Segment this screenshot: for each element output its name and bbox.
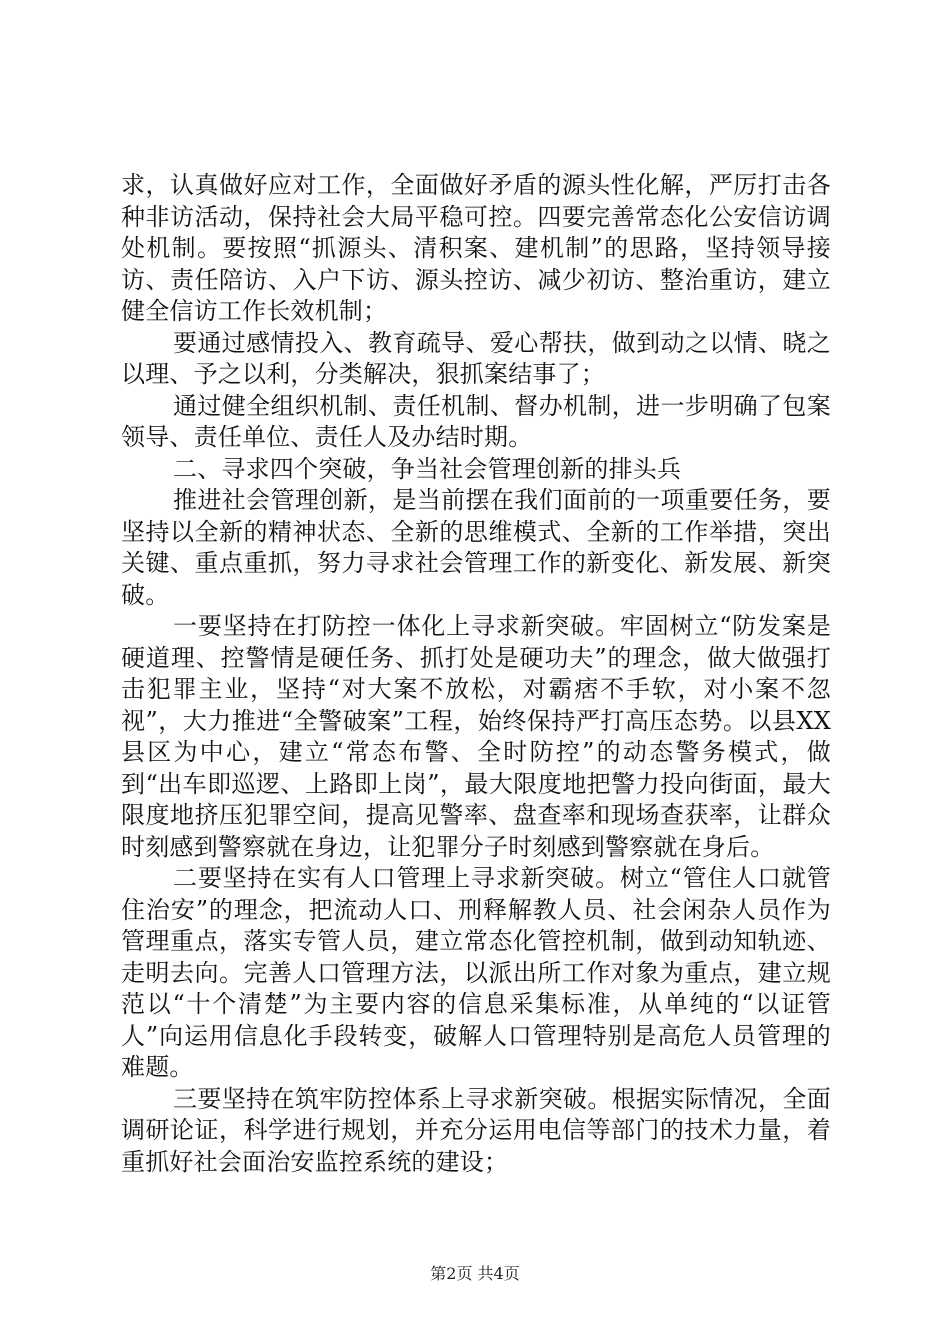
paragraph-6: 一要坚持在打防控一体化上寻求新突破。牢固树立“防发案是硬道理、控警情是硬任务、抓打处是硬功夫”的理念，做大做强打击犯罪主业，坚持“对大案不放松，对霸痞不手软，对小案不忽视”，大力推进“全警破案”工程，始终保持严打高压态势。以县XX县区为中心，建立“常态布警、全时防控”的动态警务模式，做到“出车即巡逻、上路即上岗”，最大限度地把警力投向街面，最大限度地挤压犯罪空间，提高见警率、盘查率和现场查获率，让群众时刻感到警察就在身边，让犯罪分子时刻感到警察就在身后。 [121, 612, 831, 861]
page-footer: 第2页 共4页 [430, 1264, 520, 1283]
paragraph-3: 通过健全组织机制、责任机制、督办机制，进一步明确了包案领导、责任单位、责任人及办结时期。 [121, 391, 831, 451]
paragraph-7: 二要坚持在实有人口管理上寻求新突破。树立“管住人口就管住治安”的理念，把流动人口、刑释解教人员、社会闲杂人员作为管理重点，落实专管人员，建立常态化管控机制，做到动知轨迹、走明去向。完善人口管理方法，以派出所工作对象为重点，建立规范以“十个清楚”为主要内容的信息采集标准，从单纯的“以证管人”向运用信息化手段转变，破解人口管理特别是高危人员管理的难题。 [121, 864, 831, 1081]
document-body [121, 170, 831, 1178]
paragraph-1: 求，认真做好应对工作，全面做好矛盾的源头性化解，严厉打击各种非访活动，保持社会大局平稳可控。四要完善常态化公安信访调处机制。要按照“抓源头、清积案、建机制”的思路，坚持领导接访、责任陪访、入户下访、源头控访、减少初访、整治重访，建立健全信访工作长效机制； [121, 171, 831, 325]
paragraph-2: 要通过感情投入、教育疏导、爱心帮扶，做到动之以情、晓之以理、予之以利，分类解决，狠抓案结事了； [121, 328, 831, 388]
paragraph-5: 推进社会管理创新，是当前摆在我们面前的一项重要任务，要坚持以全新的精神状态、全新的思维模式、全新的工作举措，突出关键、重点重抓，努力寻求社会管理工作的新变化、新发展、新突破。 [121, 486, 831, 609]
paragraph-8: 三要坚持在筑牢防控体系上寻求新突破。根据实际情况，全面调研论证，科学进行规划，并充分运用电信等部门的技术力量，着重抓好社会面治安监控系统的建设； [121, 1084, 831, 1176]
section-heading: 二、寻求四个突破，争当社会管理创新的排头兵 [173, 454, 682, 483]
